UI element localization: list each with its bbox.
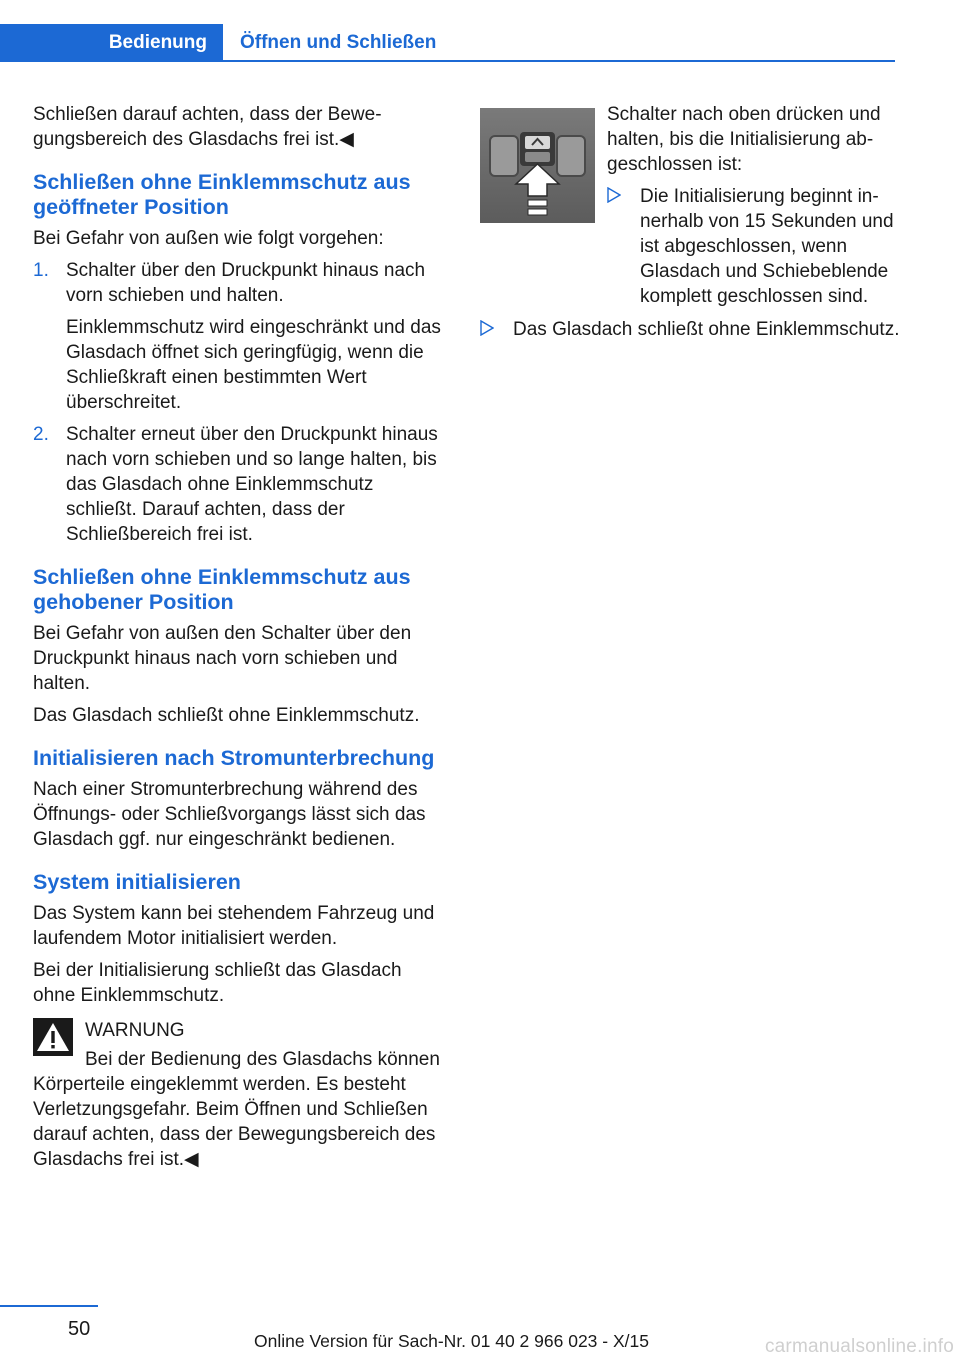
heading-initialize-after-power: Initialisieren nach Stromunterbrechung bbox=[33, 746, 435, 770]
header-chapter-tab[interactable]: Öffnen und Schließen bbox=[240, 32, 437, 53]
bullet-item bbox=[480, 317, 900, 342]
header-rule bbox=[223, 60, 895, 62]
paragraph: Das Glasdach schließt ohne Einklemmschutz. bbox=[33, 705, 420, 726]
warning-box bbox=[33, 1018, 448, 1172]
heading-raised-position: Schließen ohne Einklemmschutz aus gehobener Position bbox=[33, 565, 411, 614]
triangle-bullet-icon bbox=[480, 320, 494, 336]
roof-switch-photo bbox=[480, 108, 595, 223]
footer-text: Online Version für Sach-Nr. 01 40 2 966 023 - X/15 bbox=[254, 1331, 649, 1351]
paragraph: Das System kann bei stehendem Fahrzeug und laufendem Motor initialisiert werden. bbox=[33, 903, 435, 949]
list-item-text: Schalter erneut über den Druckpunkt hinaus nach vorn schieben und so lange halten, bis das Glasdach ohne Einklemmschutz schließt. Darauf achten, dass der Schließbereich frei ist. bbox=[66, 424, 438, 545]
list-item bbox=[33, 258, 448, 415]
list-item bbox=[33, 422, 448, 547]
page-header bbox=[0, 24, 895, 62]
list-item-note: Einklemmschutz wird eingeschränkt und das Glasdach öffnet sich geringfügig, wenn die Schließkraft einen bestimmten Wert überschreitet. bbox=[66, 317, 441, 413]
bullet-item bbox=[607, 184, 900, 309]
left-column bbox=[33, 102, 448, 1172]
bullet-text: Die Initialisierung beginnt innerhalb von 15 Sekunden und ist abgeschlossen, wenn Glasdach und Schiebeblende komplett geschlossen sind. bbox=[640, 186, 894, 307]
paragraph: Bei Gefahr von außen den Schalter über den Druckpunkt hinaus nach vorn schieben und halten. bbox=[33, 623, 412, 694]
paragraph: Bei der Initialisierung schließt das Glasdach ohne Einklemmschutz. bbox=[33, 960, 402, 1006]
footer-rule bbox=[0, 1305, 98, 1307]
paragraph: Schalter nach oben drücken und halten, bis die Initialisierung abgeschlossen ist: bbox=[607, 104, 881, 175]
warning-text: Bei der Bedienung des Glasdachs können Körperteile eingeklemmt werden. Es besteht Verletzungsgefahr. Beim Öffnen und Schließen darauf achten, dass der Bewegungsbereich des Glasdachs frei ist.◀ bbox=[33, 1049, 440, 1170]
ordered-list bbox=[33, 258, 448, 547]
triangle-bullet-icon bbox=[607, 187, 621, 203]
photo-text bbox=[607, 102, 900, 309]
list-item-text: Schalter über den Druckpunkt hinaus nach vorn schieben und halten. bbox=[66, 260, 426, 306]
warning-title: WARNUNG bbox=[85, 1020, 185, 1041]
paragraph: Bei Gefahr von außen wie folgt vorgehen: bbox=[33, 228, 384, 249]
list-number: 2. bbox=[33, 424, 49, 445]
bullet-text: Das Glasdach schließt ohne Einklemmschutz. bbox=[513, 319, 900, 340]
list-number: 1. bbox=[33, 260, 49, 281]
intro-text: Schließen darauf achten, dass der Bewegungsbereich des Glasdachs frei ist.◀ bbox=[33, 104, 382, 150]
warning-triangle-icon bbox=[33, 1018, 73, 1056]
header-section-tab[interactable]: Bedienung bbox=[0, 24, 223, 62]
right-column bbox=[480, 102, 900, 348]
page-number: 50 bbox=[68, 1318, 91, 1340]
photo-block bbox=[480, 102, 900, 309]
paragraph: Nach einer Stromunterbrechung während des Öffnungs- oder Schließvorgangs lässt sich das Glasdach ggf. nur eingeschränkt bedienen. bbox=[33, 779, 426, 850]
watermark: carmanualsonline.info bbox=[764, 1336, 954, 1357]
heading-system-initialize: System initialisieren bbox=[33, 870, 241, 894]
heading-open-position: Schließen ohne Einklemmschutz aus geöffneter Position bbox=[33, 170, 411, 219]
